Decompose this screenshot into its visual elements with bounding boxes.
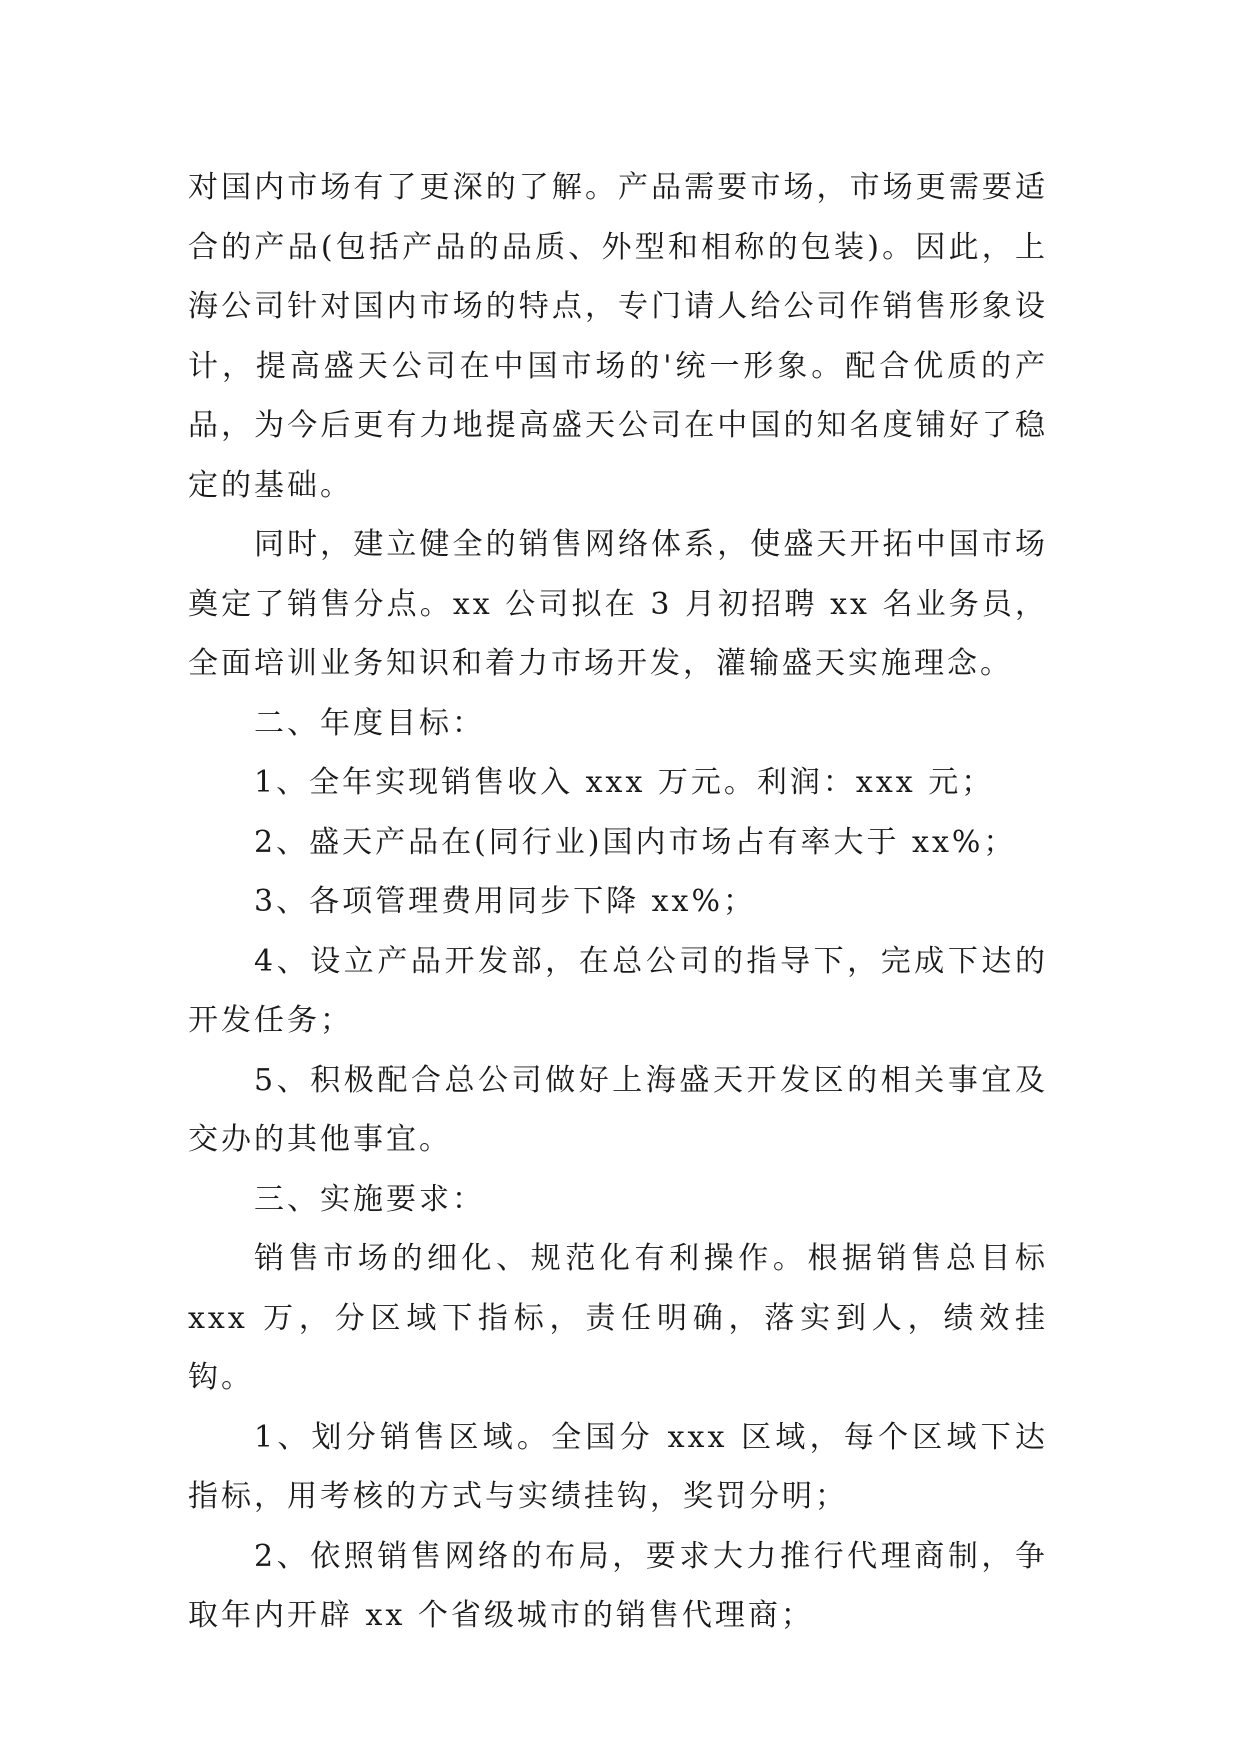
requirement-item-1: 1、划分销售区域。全国分 xxx 区域，每个区域下达指标，用考核的方式与实绩挂钩，奖罚分明； <box>188 1419 1048 1514</box>
goal-item-1: 1、全年实现销售收入 xxx 万元。利润：xxx 元； <box>254 765 995 800</box>
paragraph-market-refinement: 销售市场的细化、规范化有利操作。根据销售总目标 xxx 万，分区域下指标，责任明确，落实到人，绩效挂钩。 <box>188 1241 1048 1395</box>
paragraph-sales-network: 同时，建立健全的销售网络体系，使盛天开拓中国市场奠定了销售分点。xx 公司拟在 3 月初招聘 xx 名业务员，全面培训业务知识和着力市场开发，灌输盛天实施理念。 <box>188 527 1048 681</box>
goal-item-2: 2、盛天产品在(同行业)国内市场占有率大于 xx%； <box>254 824 1017 860</box>
goal-item-3: 3、各项管理费用同步下降 xx%； <box>254 884 756 919</box>
goal-item-4: 4、设立产品开发部，在总公司的指导下，完成下达的开发任务； <box>188 943 1048 1038</box>
requirement-item-2: 2、依照销售网络的布局，要求大力推行代理商制，争取年内开辟 xx 个省级城市的销售代理商； <box>188 1538 1048 1633</box>
document-body <box>188 158 1048 1646</box>
paragraph-market-understanding: 对国内市场有了更深的了解。产品需要市场，市场更需要适合的产品(包括产品的品质、外型和相称的包装)。因此，上海公司针对国内市场的特点，专门请人给公司作销售形象设计，提高盛天公司在中国市场的'统一形象。配合优质的产品，为今后更有力地提高盛天公司在中国的知名度铺好了稳定的基础。 <box>188 170 1048 503</box>
section-heading-annual-goals: 二、年度目标： <box>254 705 485 741</box>
goal-item-5: 5、积极配合总公司做好上海盛天开发区的相关事宜及交办的其他事宜。 <box>188 1062 1048 1157</box>
section-heading-implementation: 三、实施要求： <box>254 1181 485 1217</box>
